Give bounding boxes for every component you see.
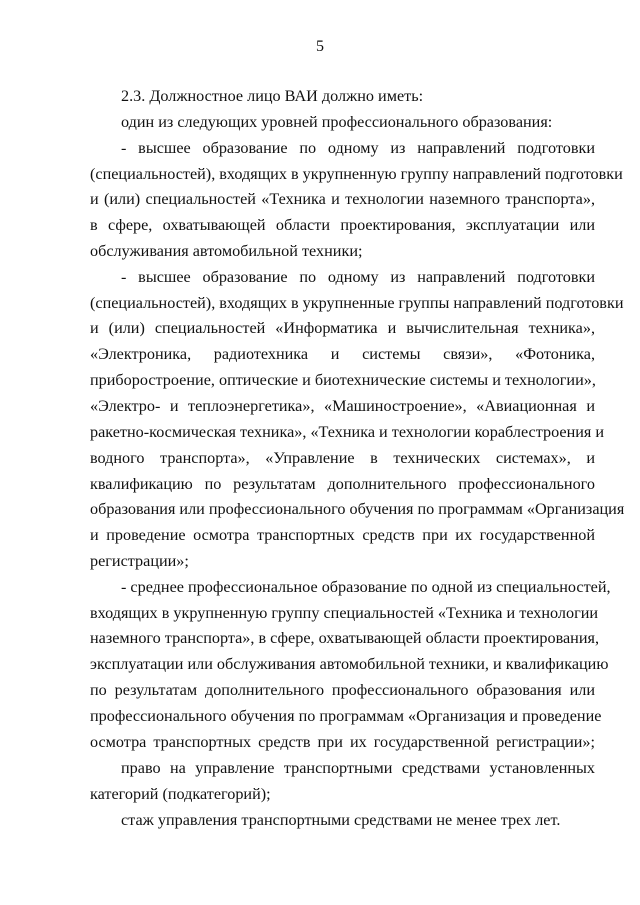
text-line: образования или профессионального обучения по программам «Организация [90,500,625,518]
page-number: 5 [316,38,324,55]
text-line: и (или) специальностей «Информатика и вычислительная техника», [90,319,595,337]
text-line: (специальностей), входящих в укрупненную группу направлений подготовки [90,165,623,183]
text-line: в сфере, охватывающей области проектирования, эксплуатации или [90,216,595,234]
text-line: (специальностей), входящих в укрупненные группы направлений подготовки [90,294,624,312]
text-line: по результатам дополнительного профессионального образования или [90,681,595,699]
text-line: осмотра транспортных средств при их государственной регистрации»; [90,733,595,751]
text-line: эксплуатации или обслуживания автомобильной техники, и квалификацию [90,655,609,673]
text-line: приборостроение, оптические и биотехнические системы и технологии», [90,371,596,389]
text-line: и проведение осмотра транспортных средств при их государственной [90,526,595,544]
text-line: «Электро- и теплоэнергетика», «Машиностроение», «Авиационная и [90,397,595,415]
text-line: категорий (подкатегорий); [90,785,271,803]
text-line: регистрации»; [90,552,189,570]
text-line: ракетно-космическая техника», «Техника и технологии кораблестроения и [90,423,605,441]
text-line: обслуживания автомобильной техники; [90,242,363,260]
text-line: - высшее образование по одному из направлений подготовки [121,268,595,286]
text-line: право на управление транспортными средствами установленных [121,759,595,777]
text-line: и (или) специальностей «Техника и технологии наземного транспорта», [90,190,595,208]
text-line: 2.3. Должностное лицо ВАИ должно иметь: [121,87,424,105]
text-line: профессионального обучения по программам «Организация и проведение [90,707,602,725]
text-line: «Электроника, радиотехника и системы связи», «Фотоника, [90,345,595,363]
text-line: один из следующих уровней профессионального образования: [121,113,553,131]
text-line: входящих в укрупненную группу специальностей «Техника и технологии [90,604,599,622]
text-line: стаж управления транспортными средствами не менее трех лет. [121,811,561,829]
text-line: - среднее профессиональное образование по одной из специальностей, [121,578,611,596]
text-line: наземного транспорта», в сфере, охватывающей области проектирования, [90,629,599,647]
text-line: водного транспорта», «Управление в технических системах», и [90,449,595,467]
text-line: квалификацию по результатам дополнительного профессионального [90,475,595,493]
text-line: - высшее образование по одному из направлений подготовки [121,139,595,157]
